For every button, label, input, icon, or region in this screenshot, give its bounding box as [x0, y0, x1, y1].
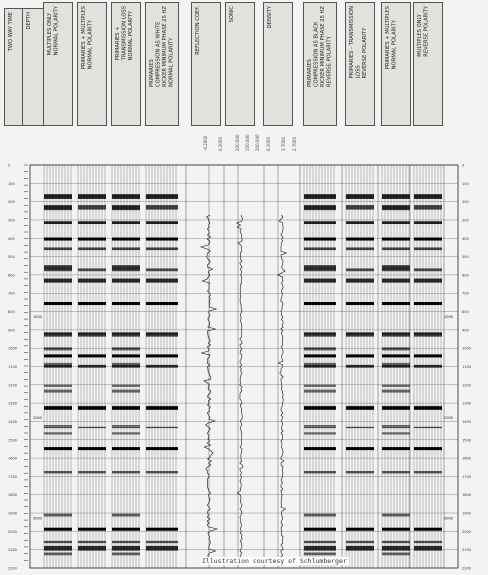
reflection-band — [44, 385, 72, 387]
reflection-band — [414, 221, 442, 224]
time-tick-label: 900 — [8, 328, 15, 333]
reflection-band — [44, 432, 72, 434]
reflection-band — [78, 546, 106, 551]
time-tick-label-right: 1500 — [462, 438, 471, 443]
reflection-band — [304, 194, 336, 199]
reflection-band — [382, 390, 410, 393]
header-text: DEPTH — [26, 12, 32, 30]
time-tick-label: 2100 — [8, 548, 17, 553]
reflection-band — [414, 427, 442, 428]
depth-marker-left: 1000 — [33, 315, 42, 320]
time-tick-label-right: 1800 — [462, 493, 471, 498]
reflection-band — [382, 365, 410, 368]
reflection-band — [414, 365, 442, 368]
time-tick-label-right: 400 — [462, 236, 469, 241]
strong-reflection — [414, 528, 442, 531]
reflection-band — [44, 194, 72, 199]
reflection-band — [346, 471, 374, 473]
header-text: PRIMARIES COMPRESSION AS BLACK RICKER MINIMUM PHASE 25 HZ REVERSE POLARITY — [307, 6, 333, 88]
reflection-band — [414, 194, 442, 199]
reflection-scale-max: 0.2000 — [218, 137, 223, 151]
time-tick-label: 1900 — [8, 511, 17, 516]
strong-reflection — [78, 302, 106, 305]
strong-reflection — [44, 354, 72, 357]
reflection-band — [304, 221, 336, 224]
time-tick-label: 400 — [8, 236, 15, 241]
reflection-band — [304, 432, 336, 434]
header-text: PRIMARIES + MULTIPLES NORMAL POLARITY — [385, 6, 398, 70]
reflection-band — [78, 279, 106, 283]
reflection-band — [78, 194, 106, 199]
reflection-band — [78, 333, 106, 337]
reflection-band — [382, 247, 410, 250]
time-tick-label-right: 0 — [462, 163, 465, 168]
reflection-band — [44, 425, 72, 427]
reflection-band — [304, 471, 336, 473]
strong-reflection — [382, 447, 410, 450]
reflection-band — [112, 206, 140, 211]
reflection-band — [382, 221, 410, 224]
reflection-band — [44, 541, 72, 543]
reflection-band — [382, 425, 410, 427]
depth-marker-right: 1000 — [444, 315, 453, 320]
time-tick-label-right: 200 — [462, 200, 469, 205]
reflection-band — [146, 268, 178, 271]
reflection-band — [112, 546, 140, 551]
reflection-band — [304, 385, 336, 387]
time-tick-label-right: 2200 — [462, 566, 471, 571]
header-text: TWO WAY TIME — [8, 12, 14, 52]
reflection-band — [382, 541, 410, 543]
time-tick-label: 800 — [8, 310, 15, 315]
reflection-band — [304, 552, 336, 555]
reflection-band — [346, 268, 374, 271]
time-tick-label-right: 1000 — [462, 346, 471, 351]
reflection-band — [414, 268, 442, 271]
strong-reflection — [346, 447, 374, 450]
time-tick-label: 2000 — [8, 529, 17, 534]
strong-reflection — [346, 528, 374, 531]
reflection-band — [382, 514, 410, 517]
reflection-band — [78, 471, 106, 473]
header-text: PRIMARIES - TRANSMISSION LOSS REVERSE POLARITY — [349, 6, 368, 79]
strong-reflection — [346, 407, 374, 410]
reflection-band — [78, 205, 106, 210]
reflection-band — [304, 541, 336, 543]
strong-reflection — [304, 238, 336, 241]
time-tick-label: 1300 — [8, 401, 17, 406]
time-tick-label: 600 — [8, 273, 15, 278]
strong-reflection — [44, 447, 72, 450]
reflection-band — [304, 514, 336, 517]
reflection-band — [44, 427, 72, 428]
strong-reflection — [146, 528, 178, 531]
reflection-band — [44, 247, 72, 250]
time-tick-label: 1500 — [8, 438, 17, 443]
sonic-scale-1: 200.000 — [235, 134, 240, 151]
strong-reflection — [146, 238, 178, 241]
time-tick-label-right: 800 — [462, 310, 469, 315]
time-tick-label: 1600 — [8, 456, 17, 461]
reflection-band — [78, 221, 106, 224]
reflection-band — [414, 546, 442, 551]
time-tick-label-right: 2000 — [462, 529, 471, 534]
reflection-band — [382, 194, 410, 199]
reflection-band — [382, 279, 410, 283]
reflection-band — [414, 247, 442, 250]
reflection-band — [112, 390, 140, 393]
strong-reflection — [304, 447, 336, 450]
time-tick-label-right: 1700 — [462, 474, 471, 479]
strong-reflection — [78, 354, 106, 357]
reflection-band — [44, 514, 72, 517]
strong-reflection — [304, 407, 336, 410]
reflection-band — [414, 333, 442, 337]
reflection-band — [382, 546, 410, 551]
reflection-band — [382, 471, 410, 473]
reflection-band — [112, 279, 140, 283]
reflection-band — [112, 221, 140, 224]
credit-text: Illustration courtesy of Schlumberger — [202, 557, 347, 565]
reflection-band — [44, 546, 72, 551]
reflection-band — [146, 365, 178, 368]
depth-marker-right: 2000 — [444, 415, 453, 420]
time-tick-label: 300 — [8, 218, 15, 223]
strong-reflection — [414, 354, 442, 357]
reflection-band — [304, 266, 336, 270]
reflection-band — [346, 205, 374, 210]
sonic-scale-4: 0.1000 — [266, 137, 271, 151]
reflection-band — [346, 427, 374, 428]
reflection-band — [112, 432, 140, 434]
time-tick-label: 1200 — [8, 383, 17, 388]
reflection-band — [146, 541, 178, 543]
reflection-band — [304, 546, 336, 551]
time-tick-label-right: 1200 — [462, 383, 471, 388]
strong-reflection — [44, 238, 72, 241]
strong-reflection — [112, 354, 140, 357]
reflection-band — [414, 541, 442, 543]
reflection-band — [382, 385, 410, 387]
strong-reflection — [146, 407, 178, 410]
header-text: PRIMARIES + TRANSMISSION LOSS NORMAL POLARITY — [115, 6, 134, 61]
reflection-band — [112, 427, 140, 428]
reflection-band — [346, 247, 374, 250]
reflection-band — [44, 390, 72, 393]
header-text: REFLECTION COEF. — [195, 6, 201, 55]
strong-reflection — [44, 302, 72, 305]
reflection-band — [78, 427, 106, 428]
strong-reflection — [112, 407, 140, 410]
strong-reflection — [346, 354, 374, 357]
reflection-band — [346, 333, 374, 337]
time-tick-label-right: 300 — [462, 218, 469, 223]
depth-marker-left: 3000 — [33, 516, 42, 521]
time-tick-label-right: 1100 — [462, 365, 471, 369]
reflection-band — [382, 266, 410, 270]
reflection-scale-min: -0.2000 — [203, 135, 208, 151]
reflection-band — [346, 541, 374, 543]
reflection-band — [146, 471, 178, 473]
header-text: DENSITY — [267, 6, 273, 29]
reflection-band — [382, 432, 410, 434]
time-tick-label: 2200 — [8, 566, 17, 571]
reflection-band — [382, 552, 410, 555]
reflection-band — [146, 427, 178, 428]
reflection-band — [382, 348, 410, 351]
reflection-band — [112, 514, 140, 517]
strong-reflection — [44, 407, 72, 410]
time-tick-label: 1000 — [8, 346, 17, 351]
reflection-band — [346, 365, 374, 368]
reflection-band — [44, 279, 72, 283]
reflection-band — [44, 471, 72, 473]
reflection-band — [44, 365, 72, 368]
reflection-band — [112, 266, 140, 270]
reflection-band — [44, 333, 72, 337]
reflection-band — [78, 247, 106, 250]
reflection-band — [112, 552, 140, 555]
reflection-band — [146, 247, 178, 250]
strong-reflection — [346, 238, 374, 241]
strong-reflection — [382, 354, 410, 357]
time-tick-label: 500 — [8, 255, 15, 260]
strong-reflection — [382, 238, 410, 241]
reflection-band — [146, 279, 178, 283]
time-tick-label: 0 — [8, 163, 11, 168]
reflection-band — [414, 205, 442, 210]
reflection-band — [304, 365, 336, 368]
reflection-band — [382, 427, 410, 428]
reflection-band — [112, 385, 140, 387]
strong-reflection — [382, 528, 410, 531]
strong-reflection — [382, 407, 410, 410]
time-tick-label: 1400 — [8, 419, 17, 424]
reflection-band — [304, 279, 336, 283]
reflection-band — [304, 425, 336, 427]
reflection-band — [346, 194, 374, 199]
reflection-band — [346, 221, 374, 224]
reflection-band — [78, 365, 106, 368]
reflection-band — [78, 541, 106, 543]
strong-reflection — [146, 354, 178, 357]
time-tick-label: 700 — [8, 291, 15, 296]
reflection-band — [78, 268, 106, 271]
strong-reflection — [414, 302, 442, 305]
strong-reflection — [78, 407, 106, 410]
reflection-band — [146, 205, 178, 210]
reflection-band — [112, 333, 140, 337]
reflection-band — [382, 206, 410, 211]
reflection-band — [44, 221, 72, 224]
strong-reflection — [414, 447, 442, 450]
depth-marker-right: 3000 — [444, 516, 453, 521]
strong-reflection — [382, 302, 410, 305]
reflection-band — [112, 348, 140, 351]
time-tick-label: 100 — [8, 181, 15, 186]
reflection-band — [304, 247, 336, 250]
reflection-band — [112, 365, 140, 368]
strong-reflection — [146, 447, 178, 450]
strong-reflection — [414, 238, 442, 241]
reflection-band — [346, 546, 374, 551]
reflection-band — [304, 390, 336, 393]
strong-reflection — [112, 238, 140, 241]
reflection-band — [112, 194, 140, 199]
strong-reflection — [304, 354, 336, 357]
time-tick-label: 1800 — [8, 493, 17, 498]
reflection-band — [112, 425, 140, 427]
reflection-band — [304, 348, 336, 351]
reflection-band — [112, 471, 140, 473]
strong-reflection — [78, 528, 106, 531]
strong-reflection — [44, 528, 72, 531]
reflection-band — [304, 333, 336, 337]
time-tick-label-right: 1900 — [462, 511, 471, 516]
reflection-coef-curve — [201, 215, 218, 557]
strong-reflection — [112, 528, 140, 531]
time-tick-label-right: 100 — [462, 181, 469, 186]
time-tick-label-right: 500 — [462, 255, 469, 260]
reflection-band — [146, 194, 178, 199]
header-text: MULTIPLES ONLY NORMAL POLARITY — [47, 6, 60, 56]
strong-reflection — [146, 302, 178, 305]
reflection-band — [304, 427, 336, 428]
depth-marker-left: 2000 — [33, 415, 42, 420]
time-tick-label: 1100 — [8, 365, 17, 369]
time-tick-label: 1700 — [8, 474, 17, 479]
strong-reflection — [414, 407, 442, 410]
header-text: MULTIPLES ONLY REVERSE POLARITY — [417, 6, 430, 57]
reflection-band — [146, 333, 178, 337]
sonic-scale-2: 150.000 — [245, 134, 250, 151]
header-text: PRIMARIES COMPRESSION AS WHITE RICKER MINIMUM PHASE 25 HZ NORMAL POLARITY — [149, 6, 175, 88]
reflection-band — [44, 206, 72, 211]
strong-reflection — [112, 447, 140, 450]
time-tick-label-right: 900 — [462, 328, 469, 333]
reflection-band — [146, 221, 178, 224]
strong-reflection — [78, 238, 106, 241]
strong-reflection — [346, 302, 374, 305]
density-log-curve — [278, 215, 287, 557]
strong-reflection — [304, 528, 336, 531]
reflection-band — [346, 279, 374, 283]
reflection-band — [44, 348, 72, 351]
sonic-log-curve — [237, 215, 243, 557]
time-tick-label: 200 — [8, 200, 15, 205]
reflection-band — [44, 266, 72, 270]
reflection-band — [382, 333, 410, 337]
header-text: PRIMARIES + MULTIPLES NORMAL POLARITY — [81, 6, 94, 70]
time-tick-label-right: 1300 — [462, 401, 471, 406]
sonic-scale-3: 100.000 — [255, 134, 260, 151]
density-scale-max: 2.7000 — [292, 137, 297, 151]
reflection-band — [112, 247, 140, 250]
time-tick-label-right: 600 — [462, 273, 469, 278]
reflection-band — [146, 546, 178, 551]
reflection-band — [44, 552, 72, 555]
strong-reflection — [78, 447, 106, 450]
time-tick-label-right: 1400 — [462, 419, 471, 424]
time-tick-label-right: 1600 — [462, 456, 471, 461]
reflection-band — [112, 541, 140, 543]
strong-reflection — [304, 302, 336, 305]
reflection-band — [304, 206, 336, 211]
reflection-band — [414, 279, 442, 283]
density-scale-min: 1.7000 — [281, 137, 286, 151]
time-tick-label-right: 2100 — [462, 548, 471, 553]
reflection-band — [414, 471, 442, 473]
header-text: SONIC — [229, 6, 235, 23]
strong-reflection — [112, 302, 140, 305]
time-tick-label-right: 700 — [462, 291, 469, 296]
